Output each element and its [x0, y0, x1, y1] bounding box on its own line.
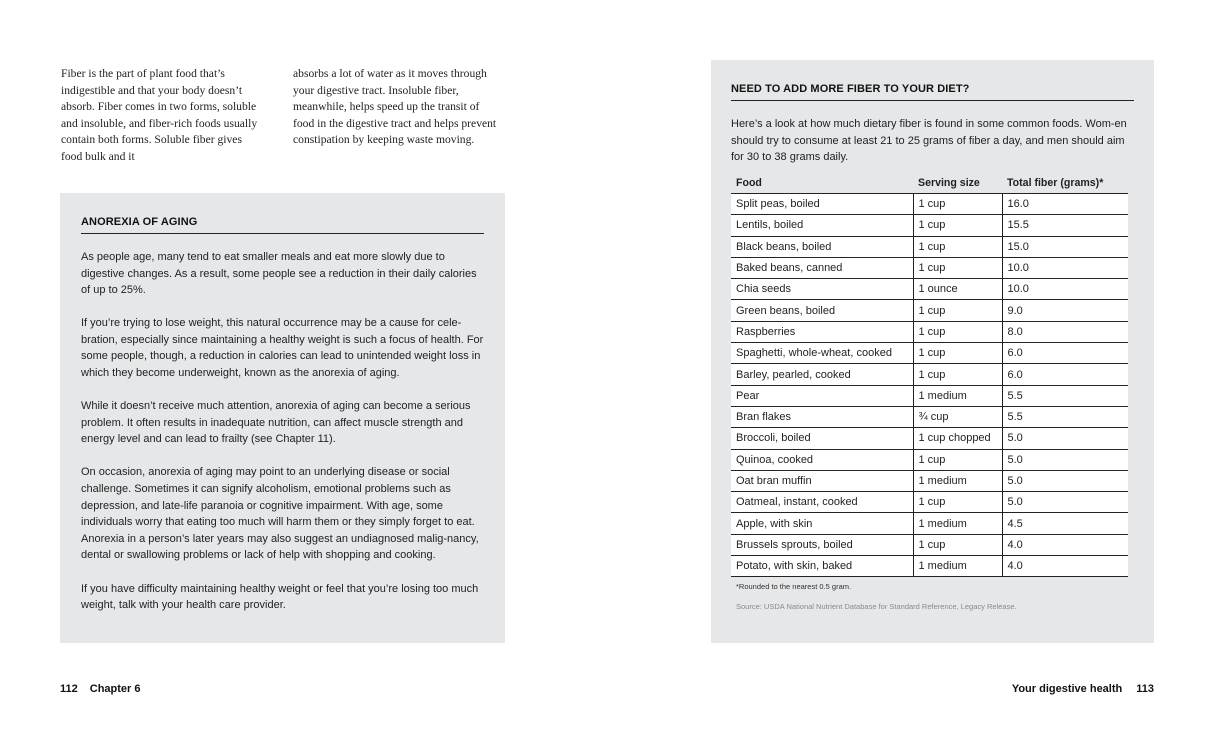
fiber-grams-cell: 15.5 [1002, 215, 1128, 236]
anorexia-of-aging-sidebar [60, 193, 505, 643]
table-row [731, 470, 1128, 491]
table-row [731, 449, 1128, 470]
food-cell: Brussels sprouts, boiled [731, 534, 913, 555]
table-row [731, 513, 1128, 534]
food-cell: Barley, pearled, cooked [731, 364, 913, 385]
serving-size-cell: 1 cup [913, 343, 1002, 364]
serving-size-cell: 1 medium [913, 513, 1002, 534]
food-cell: Split peas, boiled [731, 194, 913, 215]
fiber-grams-cell: 5.5 [1002, 406, 1128, 427]
serving-size-cell: 1 medium [913, 385, 1002, 406]
fiber-box-intro: Here’s a look at how much dietary fiber is found in some common foods. Wom-en should try to consume at least 21 to 25 grams of fiber a day, and men should aim for 30 to 38 grams daily. [731, 118, 1127, 164]
food-cell: Pear [731, 385, 913, 406]
column-header-serving-size: Serving size [913, 172, 1002, 194]
table-footnote: *Rounded to the nearest 0.5 gram. [736, 582, 852, 591]
fiber-sidebar [711, 60, 1154, 643]
serving-size-cell: 1 medium [913, 470, 1002, 491]
serving-size-cell: 1 cup [913, 321, 1002, 342]
fiber-grams-cell: 15.0 [1002, 236, 1128, 257]
serving-size-cell: 1 cup chopped [913, 428, 1002, 449]
chapter-label: Chapter 6 [89, 683, 141, 695]
food-cell: Green beans, boiled [731, 300, 913, 321]
intro-text-right: absorbs a lot of water as it moves through your digestive tract. Insoluble fiber, meanwhile, helps speed up the transit of food in the digestive tract and helps prevent constipation by keeping waste moving. [293, 67, 497, 147]
fiber-grams-cell: 4.0 [1002, 534, 1128, 555]
sidebar-paragraph: If you’re trying to lose weight, this natural occurrence may be a cause for cele-bration, especially since maintaining a healthy weight is such a focus of health. For some people, though, a reduction in calories can lead to unintended weight loss in which they become underweight, known as the anorexia of aging. [81, 317, 484, 380]
footer-left [60, 683, 141, 695]
sidebar-paragraph: On occasion, anorexia of aging may point to an underlying disease or social challenge. Sometimes it can signify alcoholism, emotional problems such as depression, and late-life paranoia or cognitive impairment. With age, some individuals worry that eating too much will harm them or they simply forget to eat. Anorexia in a person’s later years may also suggest an undiagnosed malig-nancy, dental or swallowing problems or lack of help with shopping and cooking. [81, 466, 479, 562]
food-cell: Black beans, boiled [731, 236, 913, 257]
food-cell: Quinoa, cooked [731, 449, 913, 470]
fiber-grams-cell: 6.0 [1002, 364, 1128, 385]
food-cell: Potato, with skin, baked [731, 556, 913, 577]
table-row [731, 556, 1128, 577]
serving-size-cell: 1 medium [913, 556, 1002, 577]
sidebar-paragraph: If you have difficulty maintaining healthy weight or feel that you’re losing too much weight, talk with your health care provider. [81, 582, 479, 612]
fiber-grams-cell: 10.0 [1002, 257, 1128, 278]
page-number-right: 113 [1136, 683, 1154, 695]
table-header-row [731, 172, 1128, 194]
serving-size-cell: 1 ounce [913, 279, 1002, 300]
food-cell: Oat bran muffin [731, 470, 913, 491]
table-row [731, 428, 1128, 449]
sidebar-title: ANOREXIA OF AGING [81, 216, 484, 234]
fiber-grams-cell: 10.0 [1002, 279, 1128, 300]
intro-text-left: Fiber is the part of plant food that’s indigestible and that your body doesn’t absorb. Fiber comes in two forms, soluble and insoluble, and fiber-rich foods usually contain both forms. Soluble fiber gives food bulk and it [61, 67, 258, 163]
serving-size-cell: 1 cup [913, 449, 1002, 470]
table-row [731, 534, 1128, 555]
food-cell: Apple, with skin [731, 513, 913, 534]
fiber-box-title: NEED TO ADD MORE FIBER TO YOUR DIET? [731, 83, 1134, 101]
food-cell: Baked beans, canned [731, 257, 913, 278]
food-cell: Lentils, boiled [731, 215, 913, 236]
serving-size-cell: ¾ cup [913, 406, 1002, 427]
fiber-grams-cell: 5.0 [1002, 470, 1128, 491]
food-cell: Spaghetti, whole-wheat, cooked [731, 343, 913, 364]
fiber-grams-cell: 5.0 [1002, 449, 1128, 470]
sidebar-paragraph: While it doesn’t receive much attention, anorexia of aging can become a serious problem. It often results in inadequate nutrition, can affect muscle strength and energy level and can lead to frailty (see Chapter 11). [81, 400, 471, 446]
intro-column-right [293, 66, 498, 149]
column-header-food: Food [731, 172, 913, 194]
fiber-grams-cell: 5.0 [1002, 428, 1128, 449]
serving-size-cell: 1 cup [913, 215, 1002, 236]
serving-size-cell: 1 cup [913, 492, 1002, 513]
table-row [731, 364, 1128, 385]
fiber-table [731, 172, 1128, 577]
fiber-grams-cell: 9.0 [1002, 300, 1128, 321]
food-cell: Chia seeds [731, 279, 913, 300]
table-row [731, 300, 1128, 321]
sidebar-paragraph: As people age, many tend to eat smaller meals and eat more slowly due to digestive changes. As a result, some people see a reduction in their daily calories of up to 25%. [81, 251, 477, 297]
fiber-grams-cell: 6.0 [1002, 343, 1128, 364]
fiber-grams-cell: 4.0 [1002, 556, 1128, 577]
fiber-grams-cell: 8.0 [1002, 321, 1128, 342]
footer-right [1012, 683, 1154, 695]
fiber-grams-cell: 4.5 [1002, 513, 1128, 534]
intro-column-left [61, 66, 266, 166]
serving-size-cell: 1 cup [913, 236, 1002, 257]
section-label: Your digestive health [1011, 683, 1123, 695]
food-cell: Broccoli, boiled [731, 428, 913, 449]
table-row [731, 257, 1128, 278]
table-row [731, 321, 1128, 342]
table-row [731, 385, 1128, 406]
table-row [731, 492, 1128, 513]
page-number-left: 112 [60, 683, 78, 695]
table-row [731, 406, 1128, 427]
table-row [731, 194, 1128, 215]
serving-size-cell: 1 cup [913, 534, 1002, 555]
table-row [731, 215, 1128, 236]
sidebar-body [81, 249, 486, 630]
fiber-grams-cell: 5.0 [1002, 492, 1128, 513]
serving-size-cell: 1 cup [913, 364, 1002, 385]
serving-size-cell: 1 cup [913, 194, 1002, 215]
column-header-total-fiber: Total fiber (grams)* [1002, 172, 1128, 194]
table-row [731, 343, 1128, 364]
table-source: Source: USDA National Nutrient Database for Standard Reference, Legacy Release. [736, 602, 1017, 611]
fiber-grams-cell: 16.0 [1002, 194, 1128, 215]
fiber-grams-cell: 5.5 [1002, 385, 1128, 406]
table-row [731, 279, 1128, 300]
food-cell: Oatmeal, instant, cooked [731, 492, 913, 513]
table-row [731, 236, 1128, 257]
food-cell: Bran flakes [731, 406, 913, 427]
food-cell: Raspberries [731, 321, 913, 342]
serving-size-cell: 1 cup [913, 257, 1002, 278]
serving-size-cell: 1 cup [913, 300, 1002, 321]
